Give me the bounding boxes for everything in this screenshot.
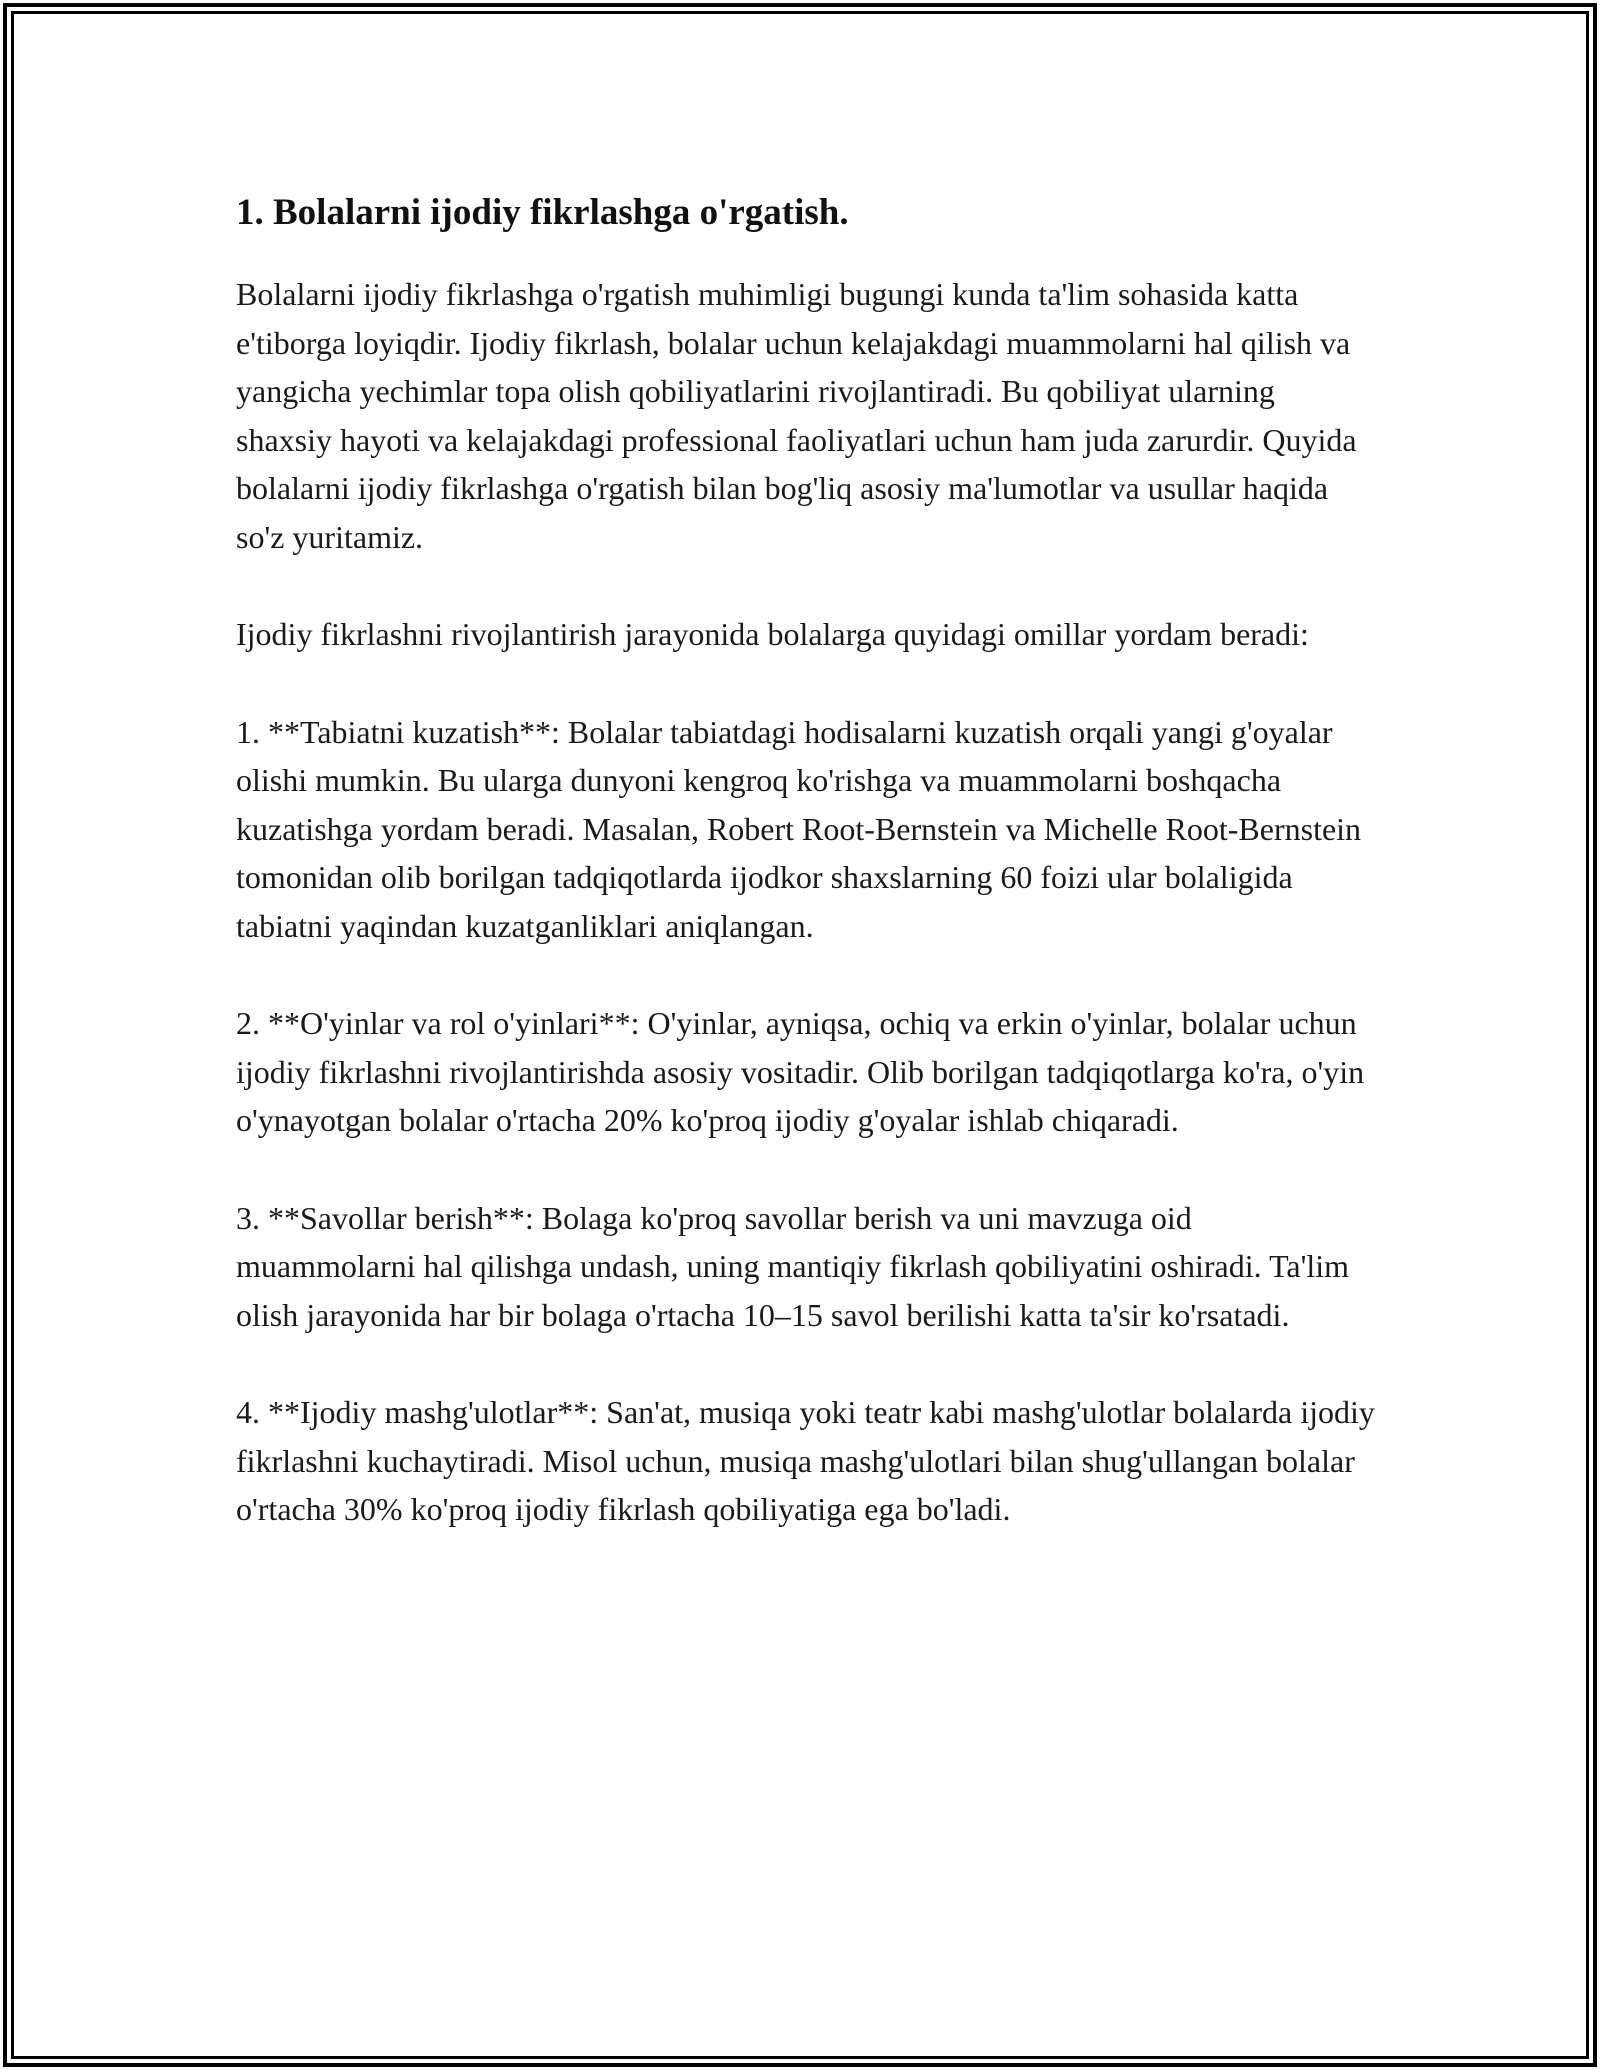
list-item-creative-activities: 4. **Ijodiy mashg'ulotlar**: San'at, musiqa yoki teatr kabi mashg'ulotlar bolalarda ijodiy fikrlashni kuchaytiradi. Misol uchun, musiqa mashg'ulotlari bilan shug'ullangan bolalar o'rtacha 30% ko'proq ijodiy fikrlash qobiliyatiga ega bo'ladi. [236,1394,1375,1527]
list-item-asking-questions: 3. **Savollar berish**: Bolaga ko'proq savollar berish va uni mavzuga oid muammolarni hal qilishga undash, uning mantiqiy fikrlash qobiliyatini oshiradi. Ta'lim olish jarayonida har bir bolaga o'rtacha 10–15 savol berilishi katta ta'sir ko'rsatadi. [236,1199,1350,1333]
factors-intro-paragraph: Ijodiy fikrlashni rivojlantirish jarayonida bolalarga quyidagi omillar yordam beradi: [236,616,1309,652]
list-item-nature-observation: 1. **Tabiatni kuzatish**: Bolalar tabiatdagi hodisalarni kuzatish orqali yangi g'oyalar olishi mumkin. Bu ularga dunyoni kengroq ko'rishga va muammolarni boshqacha kuzatishga yordam beradi. Masalan, Robert Root-Bernstein va Michelle Root-Bernstein tomonidan olib borilgan tadqiqotlarda ijodkor shaxslarning 60 foizi ular bolaligida tabiatni yaqindan kuzatganliklari aniqlangan. [236,713,1362,944]
document-body [236,186,1376,1583]
document-title: 1. Bolalarni ijodiy fikrlashga o'rgatish. [236,192,849,233]
intro-paragraph: Bolalarni ijodiy fikrlashga o'rgatish muhimligi bugungi kunda ta'lim sohasida katta e'tiborga loyiqdir. Ijodiy fikrlash, bolalar uchun kelajakdagi muammolarni hal qilish va yangicha yechimlar topa olish qobiliyatlarini rivojlantiradi. Bu qobiliyat ularning shaxsiy hayoti va kelajakdagi professional faoliyatlari uchun ham juda zarurdir. Quyida bolalarni ijodiy fikrlashga o'rgatish bilan bog'liq asosiy ma'lumotlar va usullar haqida so'z yuritamiz. [236,276,1357,555]
list-item-games-role-play: 2. **O'yinlar va rol o'yinlari**: O'yinlar, ayniqsa, ochiq va erkin o'yinlar, bolalar uchun ijodiy fikrlashni rivojlantirishda asosiy vositadir. Olib borilgan tadqiqotlarga ko'ra, o'yin o'ynayotgan bolalar o'rtacha 20% ko'proq ijodiy g'oyalar ishlab chiqaradi. [236,1005,1365,1138]
